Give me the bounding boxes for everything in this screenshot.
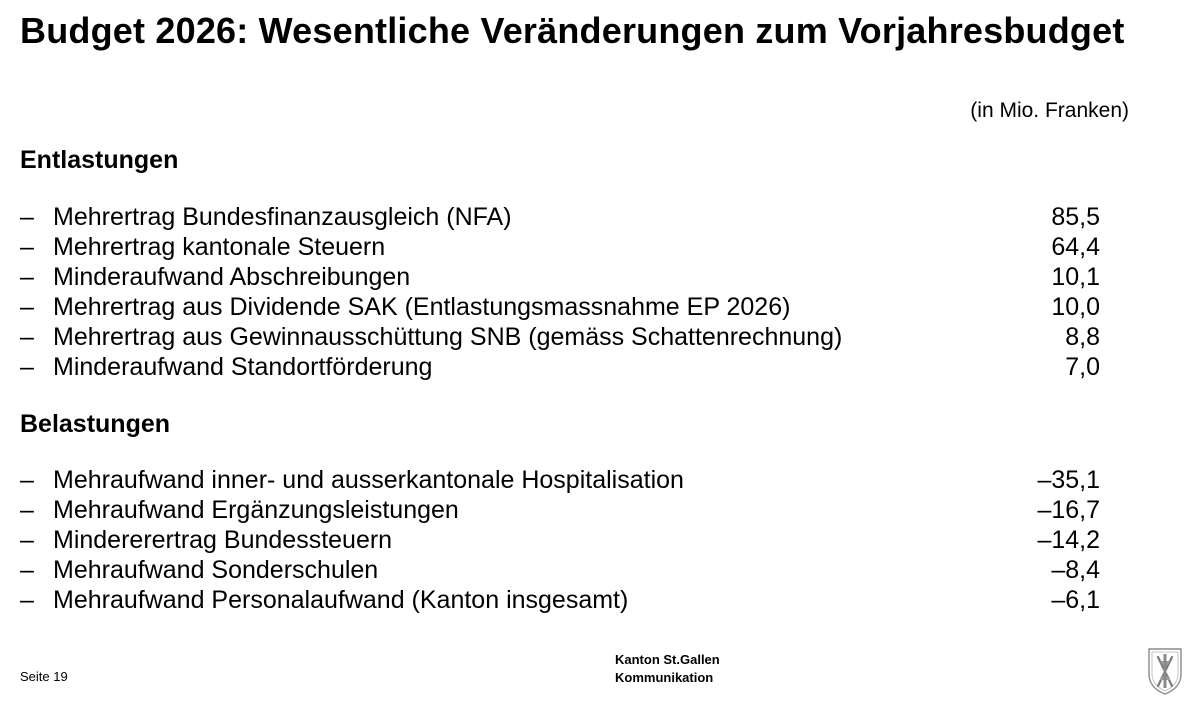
- list-item: [20, 495, 1100, 525]
- footer-org-name: Kanton St.Gallen: [615, 652, 720, 667]
- item-value: 64,4: [1051, 233, 1100, 261]
- list-item: [20, 262, 1100, 292]
- list-dash: –: [20, 263, 34, 291]
- list-dash: –: [20, 496, 34, 524]
- list-item: [20, 525, 1100, 555]
- canton-crest-icon: [1146, 646, 1184, 696]
- item-label: Mehraufwand inner- und ausserkantonale Hospitalisation: [53, 466, 684, 494]
- list-item: [20, 465, 1100, 495]
- item-value: –14,2: [1037, 526, 1100, 554]
- page-title: Budget 2026: Wesentliche Veränderungen zum Vorjahresbudget: [20, 10, 1125, 51]
- list-item: [20, 292, 1100, 322]
- item-label: Minderaufwand Abschreibungen: [53, 263, 411, 291]
- item-label: Mehrertrag aus Dividende SAK (Entlastungsmassnahme EP 2026): [53, 293, 791, 321]
- list-dash: –: [20, 323, 34, 351]
- footer-org-department: Kommunikation: [615, 670, 714, 685]
- item-value: 8,8: [1065, 323, 1100, 351]
- item-value: –6,1: [1051, 586, 1100, 614]
- entlastungen-list: [20, 202, 1100, 382]
- item-label: Mehraufwand Sonderschulen: [53, 556, 379, 584]
- page-number: Seite 19: [20, 669, 68, 684]
- unit-note: (in Mio. Franken): [970, 99, 1129, 122]
- item-value: 10,1: [1051, 263, 1100, 291]
- list-dash: –: [20, 586, 34, 614]
- footer-organization: [615, 651, 720, 687]
- item-value: –35,1: [1037, 466, 1100, 494]
- item-label: Mindererertrag Bundessteuern: [53, 526, 393, 554]
- list-item: [20, 202, 1100, 232]
- item-value: –16,7: [1037, 496, 1100, 524]
- section-heading-belastungen: Belastungen: [20, 410, 171, 438]
- item-label: Mehraufwand Ergänzungsleistungen: [53, 496, 459, 524]
- list-item: [20, 352, 1100, 382]
- list-dash: –: [20, 293, 34, 321]
- list-dash: –: [20, 526, 34, 554]
- list-item: [20, 322, 1100, 352]
- list-item: [20, 555, 1100, 585]
- item-value: 7,0: [1065, 353, 1100, 381]
- list-dash: –: [20, 233, 34, 261]
- list-item: [20, 232, 1100, 262]
- item-label: Mehrertrag Bundesfinanzausgleich (NFA): [53, 203, 512, 231]
- item-label: Mehraufwand Personalaufwand (Kanton insgesamt): [53, 586, 629, 614]
- item-value: 85,5: [1051, 203, 1100, 231]
- item-value: –8,4: [1051, 556, 1100, 584]
- list-item: [20, 585, 1100, 615]
- belastungen-list: [20, 465, 1100, 615]
- item-label: Mehrertrag aus Gewinnausschüttung SNB (gemäss Schattenrechnung): [53, 323, 843, 351]
- list-dash: –: [20, 466, 34, 494]
- section-heading-entlastungen: Entlastungen: [20, 146, 179, 174]
- list-dash: –: [20, 556, 34, 584]
- item-value: 10,0: [1051, 293, 1100, 321]
- item-label: Mehrertrag kantonale Steuern: [53, 233, 386, 261]
- list-dash: –: [20, 203, 34, 231]
- item-label: Minderaufwand Standortförderung: [53, 353, 433, 381]
- list-dash: –: [20, 353, 34, 381]
